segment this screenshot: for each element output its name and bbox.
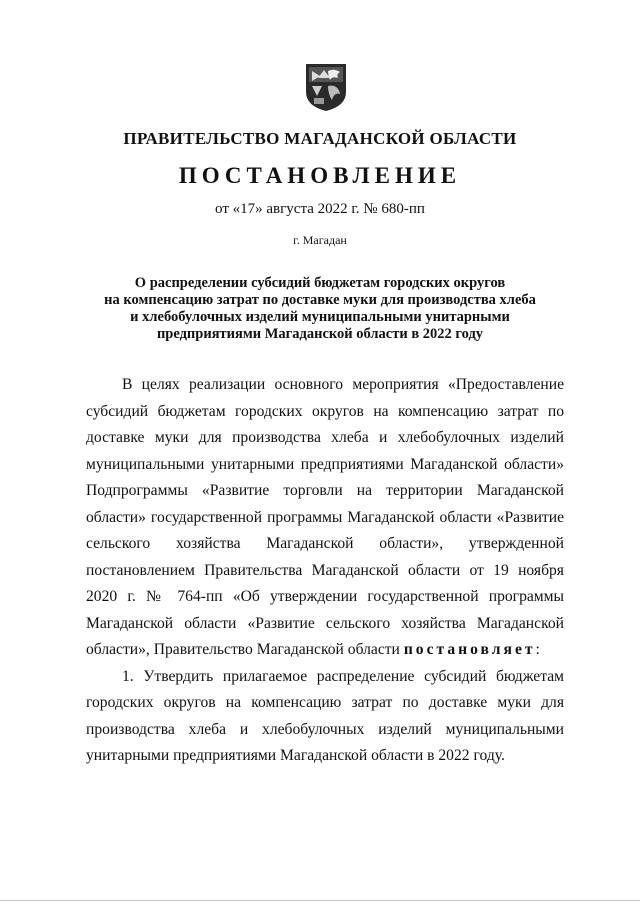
title-line: и хлебобулочных изделий муниципальными унитарными (130, 309, 510, 325)
body-paragraph (86, 664, 564, 770)
document-title (80, 275, 560, 343)
document-city: г. Магадан (293, 233, 347, 247)
title-line: О распределении субсидий бюджетам городских округов (134, 275, 506, 291)
title-line: на компенсацию затрат по доставке муки для производства хлеба (104, 292, 536, 308)
paragraph-colon: : (535, 641, 540, 658)
document-type: ПОСТАНОВЛЕНИЕ (178, 163, 462, 188)
page-bottom-divider (0, 900, 640, 901)
resolves-word: постановляет (403, 641, 536, 658)
coat-of-arms-icon (304, 62, 348, 112)
paragraph-text: 1. Утвердить прилагаемое распределение субсидий бюджетам городских округов на компенсацию затрат по доставке муки для производства хлеба и хлебобулочных изделий муниципальными унитарными предприятиями Магаданской области в 2022 году. (86, 667, 564, 764)
organization-name: ПРАВИТЕЛЬСТВО МАГАДАНСКОЙ ОБЛАСТИ (123, 129, 517, 148)
document-body (86, 372, 564, 770)
paragraph-text: В целях реализации основного мероприятия «Предоставление субсидий бюджетам городских округов на компенсацию затрат по доставке муки для производства хлеба и хлебобулочных изделий муниципальными унитарными предприятиями Магаданской области» Подпрограммы «Развитие торговли на территории Магаданской области» государственной программы Магаданской области «Развитие сельского хозяйства Магаданской области», утвержденной постановлением Правительства Магаданской области от 19 ноября 2020 г. № 764-пп «Об утверждении государственной программы Магаданской области «Развитие сельского хозяйства Магаданской области», Правительство Магаданской области (86, 376, 564, 658)
title-line: предприятиями Магаданской области в 2022 году (156, 326, 484, 342)
document-date-number: от «17» августа 2022 г. № 680-пп (215, 201, 425, 217)
body-paragraph (86, 372, 564, 664)
